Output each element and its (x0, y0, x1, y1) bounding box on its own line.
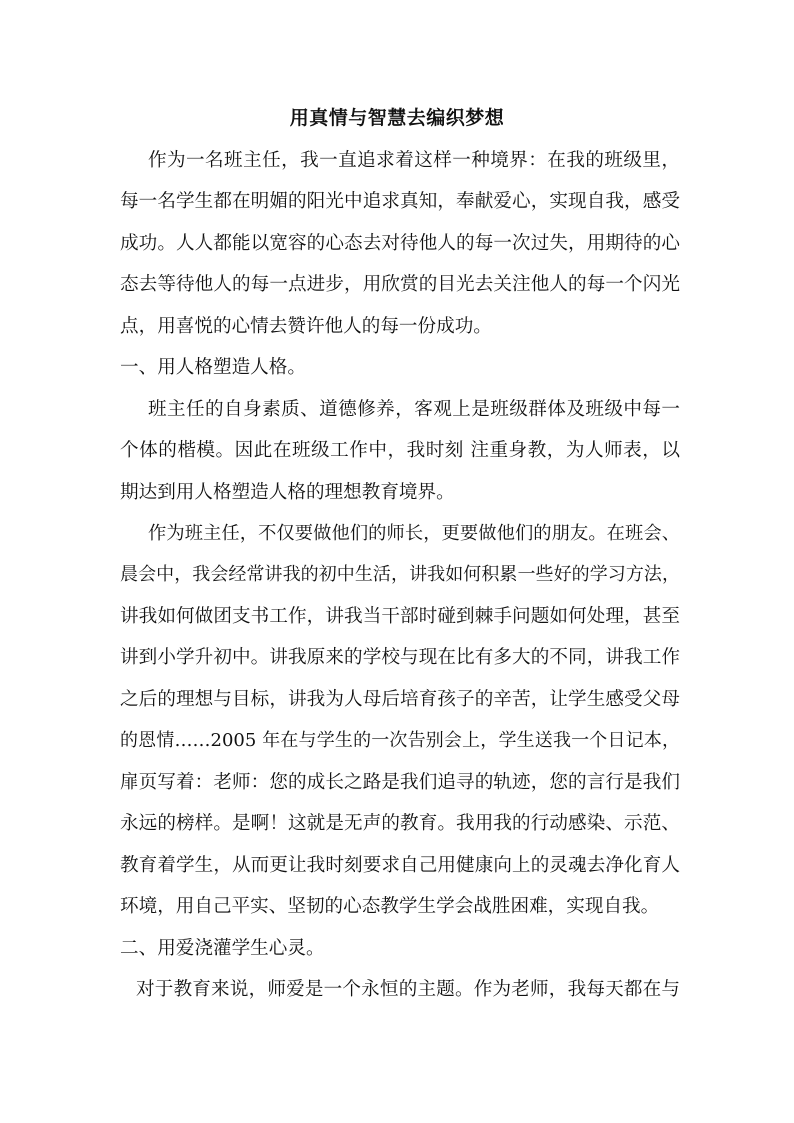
paragraph-line: 讲我如何做团支书工作，讲我当干部时碰到棘手问题如何处理，甚至 (120, 606, 680, 627)
paragraph-line: 扉页写着：老师：您的成长之路是我们追寻的轨迹，您的言行是我们 (120, 772, 680, 793)
paragraph-line: 环境，用自己平实、坚韧的心态教学生学会战胜困难，实现自我。 (120, 896, 660, 917)
section-heading: 二、用爱浇灌学生心灵。 (120, 938, 325, 959)
document-title: 用真情与智慧去编织梦想 (289, 107, 505, 129)
paragraph-line: 个体的楷模。因此在班级工作中，我时刻 注重身教，为人师表，以 (120, 440, 680, 461)
paragraph-line: 晨会中，我会经常讲我的初中生活，讲我如何积累一些好的学习方法， (120, 564, 680, 585)
paragraph-line: 成功。人人都能以宽容的心态去对待他人的每一次过失，用期待的心 (120, 233, 680, 254)
paragraph-line: 永远的榜样。是啊！这就是无声的教育。我用我的行动感染、示范、 (120, 813, 680, 834)
paragraph-line: 作为班主任，不仅要做他们的师长，更要做他们的朋友。在班会、 (148, 523, 680, 544)
paragraph-line: 的恩情……2005 年在与学生的一次告别会上，学生送我一个日记本， (120, 730, 680, 751)
section-heading: 一、用人格塑造人格。 (120, 357, 306, 378)
paragraph-line: 之后的理想与目标，讲我为人母后培育孩子的辛苦，让学生感受父母 (120, 689, 680, 710)
paragraph-line: 班主任的自身素质、道德修养，客观上是班级群体及班级中每一 (148, 399, 680, 420)
paragraph-line: 每一名学生都在明媚的阳光中追求真知，奉献爱心，实现自我，感受 (120, 191, 680, 212)
paragraph-line: 期达到用人格塑造人格的理想教育境界。 (120, 482, 455, 503)
paragraph-line: 教育着学生，从而更让我时刻要求自己用健康向上的灵魂去净化育人 (120, 855, 680, 876)
paragraph-line: 态去等待他人的每一点进步，用欣赏的目光去关注他人的每一个闪光 (120, 274, 680, 295)
paragraph-line: 对于教育来说，师爱是一个永恒的主题。作为老师，我每天都在与 (136, 979, 680, 1000)
paragraph-line: 讲到小学升初中。讲我原来的学校与现在比有多大的不同，讲我工作 (120, 647, 680, 668)
paragraph-line: 点，用喜悦的心情去赞许他人的每一份成功。 (120, 316, 492, 337)
paragraph-line: 作为一名班主任，我一直追求着这样一种境界：在我的班级里， (148, 150, 680, 171)
